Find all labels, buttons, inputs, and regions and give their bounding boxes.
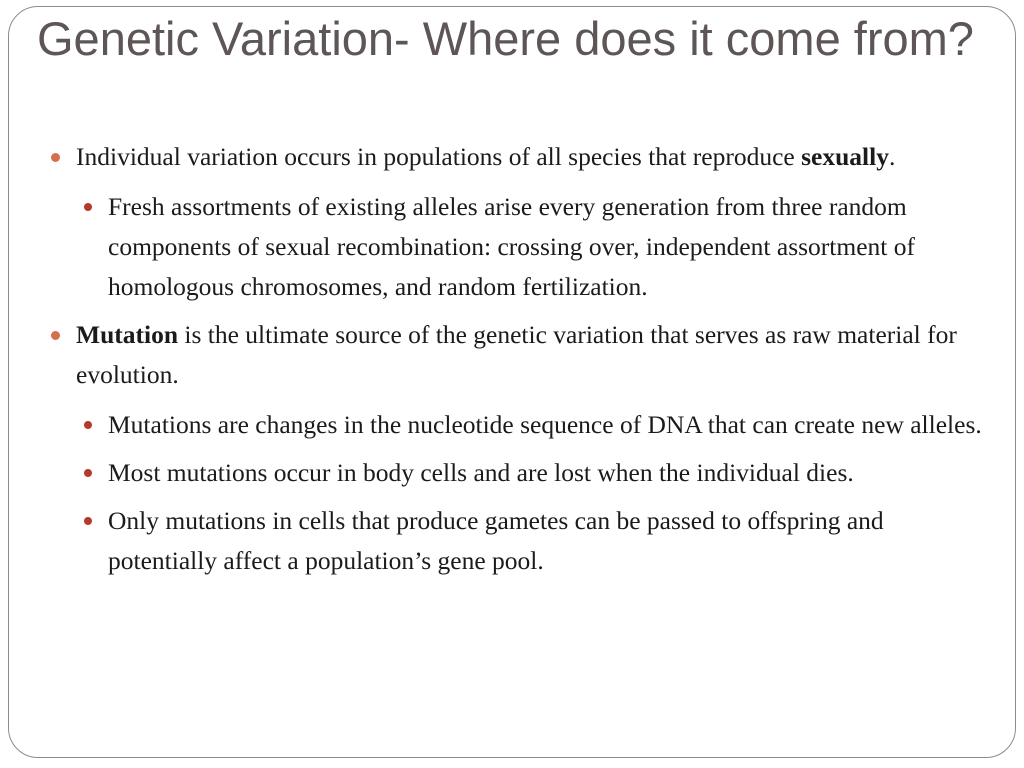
bullet-text: Individual variation occurs in populations of all species that reproduce <box>76 142 802 171</box>
bullet-level2-mutation-definition <box>78 405 987 445</box>
slide-body <box>47 137 987 589</box>
bullet-text: Mutations are changes in the nucleotide sequence of DNA that can create new alleles. <box>108 410 982 439</box>
bullet-level2-body-cells <box>78 453 987 493</box>
bullet-level2-fresh-assortments <box>78 187 987 307</box>
bullet-dot-icon <box>84 469 92 477</box>
bullet-dot-icon <box>51 153 60 162</box>
bullet-text: is the ultimate source of the genetic variation that serves as raw material for evolution. <box>76 320 957 389</box>
bullet-text: Only mutations in cells that produce gametes can be passed to offspring and potentially affect a population’s gene pool. <box>108 506 884 575</box>
slide-title: Genetic Variation- Where does it come from? <box>37 12 974 65</box>
bullet-level1-mutation <box>47 315 987 395</box>
bullet-dot-icon <box>84 517 92 525</box>
bullet-dot-icon <box>51 331 60 340</box>
bullet-emphasis: Mutation <box>76 320 178 349</box>
bullet-dot-icon <box>84 421 92 429</box>
bullet-level2-gametes <box>78 501 987 581</box>
bullet-level1-sexual-variation <box>47 137 987 177</box>
bullet-text: Most mutations occur in body cells and are lost when the individual dies. <box>108 458 854 487</box>
bullet-tail: . <box>888 142 896 171</box>
slide-frame <box>8 6 1016 758</box>
bullet-dot-icon <box>84 203 92 211</box>
bullet-text: Fresh assortments of existing alleles arise every generation from three random components of sexual recombination: crossing over, independent assortment of homologous chromosomes, and random fertilization. <box>108 192 915 301</box>
bullet-emphasis: sexually <box>801 142 889 171</box>
